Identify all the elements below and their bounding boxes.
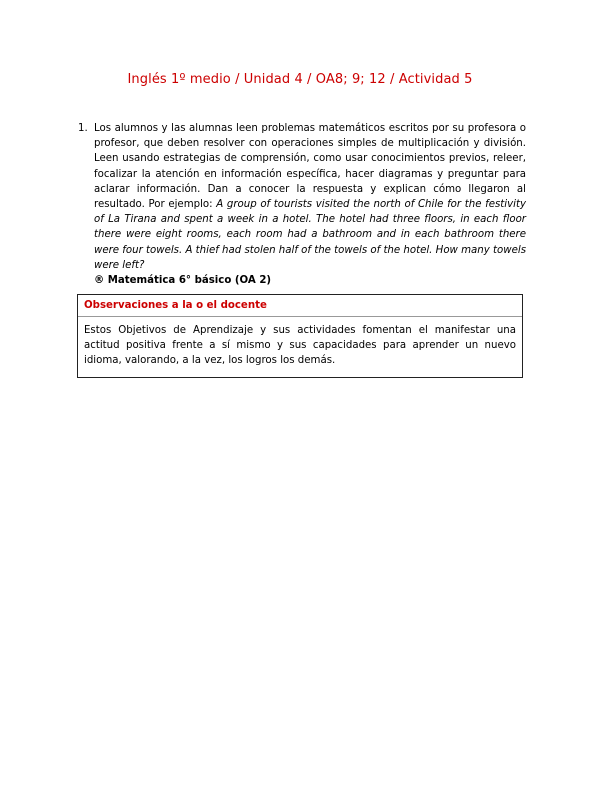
activity-text: Los alumnos y las alumnas leen problemas matemáticos escritos por su profesora o profesor, que deben resolver con operaciones simples de multiplicación y división. Leen usando estrategias de comprensión, como usar conocimientos previos, releer, focalizar la atención en información específica, hacer diagramas y preguntar para aclarar información. Dan a conocer la respuesta y explican cómo llegaron al resultado. Por ejemplo: xyxy=(94,123,526,211)
page-title: Inglés 1º medio / Unidad 4 / OA8; 9; 12 / Actividad 5 xyxy=(127,72,473,87)
observations-divider xyxy=(78,316,522,317)
observations-text: Estos Objetivos de Aprendizaje y sus actividades fomentan el manifestar una actitud positiva frente a sí mismo y sus capacidades para aprender un nuevo idioma, valorando, a la vez, los logros los demás. xyxy=(84,325,516,367)
item-number: 1. xyxy=(78,123,88,134)
observations-title: Observaciones a la o el docente xyxy=(84,300,267,311)
activity-item xyxy=(78,121,526,288)
item-body xyxy=(94,121,526,288)
curriculum-reference: ® Matemática 6° básico (OA 2) xyxy=(94,275,272,287)
activity-example: A group of tourists visited the north of Chile for the festivity of La Tirana and spent a week in a hotel. The hotel had three floors, in each floor there were eight rooms, each room had a bathroom and in each bathroom there were four towels. A thief had stolen half of the towels of the hotel. How many towels were left? xyxy=(94,199,526,271)
observations-box xyxy=(77,294,523,378)
